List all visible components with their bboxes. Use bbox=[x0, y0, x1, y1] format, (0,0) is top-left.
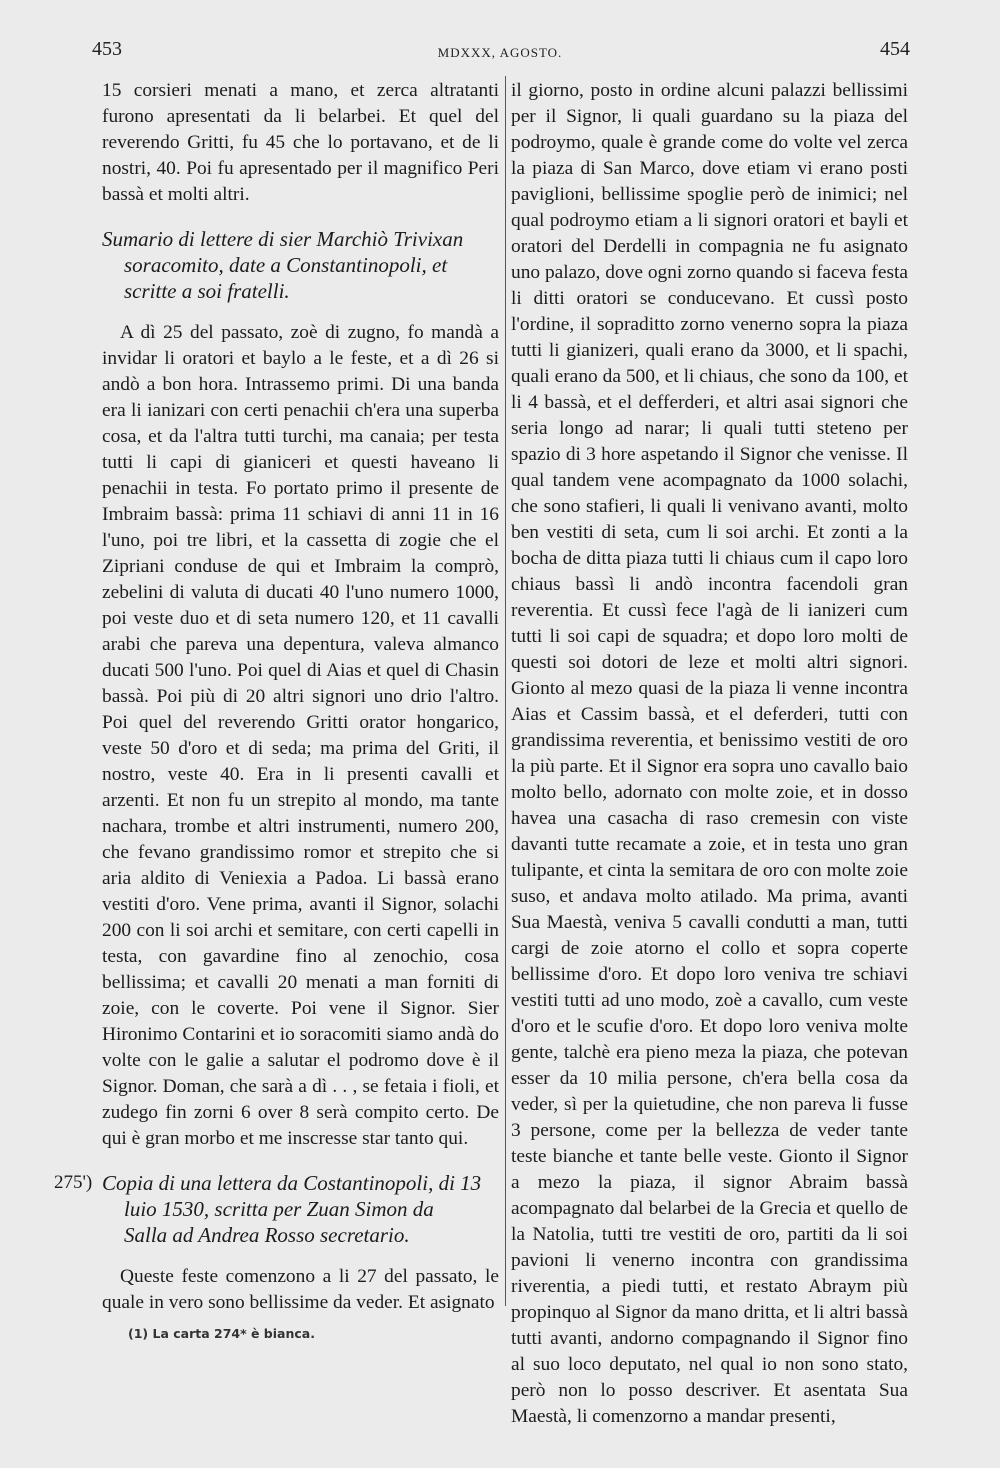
column-divider bbox=[505, 76, 506, 1306]
section-heading-line: Copia di una lettera da Costantinopoli, di 13 bbox=[102, 1171, 482, 1195]
left-page-number: 453 bbox=[92, 38, 122, 60]
paragraph: 15 corsieri menati a mano, et zerca altratanti furono apresentati da li belarbei. Et quel del reverendo Gritti, fu 45 che lo portavano, et de li nostri, 40. Poi fu apresentado per il magnifico Peri bassà et molti altri. bbox=[102, 80, 499, 205]
right-page-number: 454 bbox=[880, 38, 910, 60]
left-column bbox=[54, 78, 499, 1316]
right-column bbox=[511, 78, 908, 1430]
summary-heading-line: soracomito, date a Constantinopoli, et bbox=[124, 253, 448, 277]
section-heading-line: luio 1530, scritta per Zuan Simon da bbox=[124, 1197, 434, 1221]
margin-folio-number: 275') bbox=[54, 1172, 93, 1193]
footnote: (1) La carta 274* è bianca. bbox=[128, 1326, 315, 1341]
paragraph: il giorno, posto in ordine alcuni palazzi bellissimi per il Signor, li quali guardano su la piaza del podroymo, quale è grande come do volte vel zerca la piaza di San Marco, dove etiam vi erano posti paviglioni, bellissime spoglie però de inimici; nel qual podroymo etiam a li signori oratori et bayli et oratori del Derdelli in compagnia ne fu asignato uno palazo, dove ogni zorno quando si faceva festa li ditti oratori se conducevano. Et cussì posto l'ordine, il sopraditto zorno venerno sopra la piaza tutti li gianizeri, quali erano da 3000, et li spachi, quali erano da 500, et li chiaus, che sono da 100, et li 4 bassà, et el defferderi, et altri asai signori che seria longo ad narar; li quali tutti steteno per spazio di 3 hore aspetando il Signor che venisse. Il qual tandem vene acompagnato da 1000 solachi, che sono stafieri, li quali li venivano avanti, molto ben vestiti di seta, cum li soi archi. Et zonti a la bocha de ditta piaza tutti li chiaus cum il capo loro chiaus bassì li andò incontra facendoli gran reverentia. Et cussì fece l'agà de li ianizeri cum tutti li soi capi de squadra; et dopo loro molti de questi soi dotori de leze et molti altri signori. Gionto al mezo quasi de la piaza li venne incontra Aias et Cassim bassà, et el deferderi, tutti con grandissima reverentia, et benissimo vestiti de oro la più parte. Et il Signor era sopra uno cavallo baio molto bello, adornato con molte zoie, et in dosso havea una casacha di raso cremesin con viste davanti tutte recamate a zoie, et in testa uno gran tulipante, et cinta la semitara de oro con molte zoie suso, et andava molto atilado. Ma prima, avanti Sua Maestà, veniva 5 cavalli condutti a man, tutti cargi de zoie atorno el collo et sopra coperte bellissime d'oro. Et dopo loro veniva tre schiavi vestiti tutti ad uno modo, zoè a cavallo, cum veste d'oro et le scufie d'oro. Et dopo loro veniva molte gente, talchè era pieno meza la piaza, che potevan esser da 10 milia persone, ch'era bella cosa da veder, sì per la quietudine, che non pareva li fusse 3 persone, come per la bellezza de veder tante teste bianche et tante belle veste. Gionto il Signor a mezo la piaza, il signor Abraim bassà acompagnato dal belarbei de la Grecia et quello de la Natolia, tutti tre vestiti de oro, partiti da li soi pavioni li venerno incontra con grandissima riverentia, a piedi tutti, et restato Abraym più propinquo al Signor da mano dritta, et li altri bassà tutti avanti, andorno compagnando il Signor fino al suo loco deputato, nel qual io non sono stato, però non lo posso descriver. Et asentata Sua Maestà, li comenzorno a mandar presenti, bbox=[511, 80, 908, 1427]
section-heading bbox=[54, 1170, 499, 1248]
summary-heading-line: Sumario di lettere di sier Marchiò Trivixan bbox=[102, 227, 464, 251]
running-title: MDXXX, AGOSTO. bbox=[437, 45, 563, 60]
summary-heading-line: scritte a soi fratelli. bbox=[124, 279, 290, 303]
paragraph: A dì 25 del passato, zoè di zugno, fo mandà a invidar li oratori et baylo a le feste, et a dì 26 si andò a bon hora. Intrassemo primi. Di una banda era li ianizari con certi penachii ch'era una superba cosa, et da l'altra tutti turchi, ma canaia; per testa tutti li capi di gianiceri et questi haveano li penachii in testa. Fo portato primo il presente de Imbraim bassà: prima 11 schiavi di anni 11 in 16 l'uno, poi tre libri, et la cassetta di zogie che el Zipriani conduse de qui et Imbraim la comprò, zebelini di valuta di ducati 40 l'uno numero 1000, poi veste duo et di seta numero 120, et 11 cavalli arabi che pareva una depentura, valeva almanco ducati 500 l'uno. Poi quel di Aias et quel di Chasin bassà. Poi più di 20 altri signori uno drio l'altro. Poi quel del reverendo Gritti orator hongarico, veste 50 d'oro et di seda; ma prima del Griti, il nostro, veste 40. Era in li presenti cavalli et arzenti. Et non fu un strepito al mondo, ma tante nachara, trombe et altri instrumenti, numero 200, che fevano grandissimo romor et strepito che si aria aldito di Veniexia a Padoa. Li bassà erano vestiti d'oro. Vene prima, avanti il Signor, solachi 200 con li soi archi et semitare, con certi capelli in testa, con gavardine fino al zenochio, cosa bellissima; et cavalli 20 menati a man forniti di zoie, con le coverte. Poi vene il Signor. Sier Hironimo Contarini et io soracomiti siamo andà do volte con le galie a salutar el podromo dove è il Signor. Doman, che sarà a dì . . , se fetaia i fioli, et zudego fin zorni 6 over 8 serà compito certo. De qui è gran morbo et me inscresse star tanto qui. bbox=[102, 322, 499, 1149]
section-heading-line: Salla ad Andrea Rosso secretario. bbox=[124, 1223, 410, 1247]
summary-heading bbox=[102, 226, 499, 304]
paragraph: Queste feste comenzono a li 27 del passato, le quale in vero sono bellissime da veder. Et asignato bbox=[102, 1266, 499, 1313]
